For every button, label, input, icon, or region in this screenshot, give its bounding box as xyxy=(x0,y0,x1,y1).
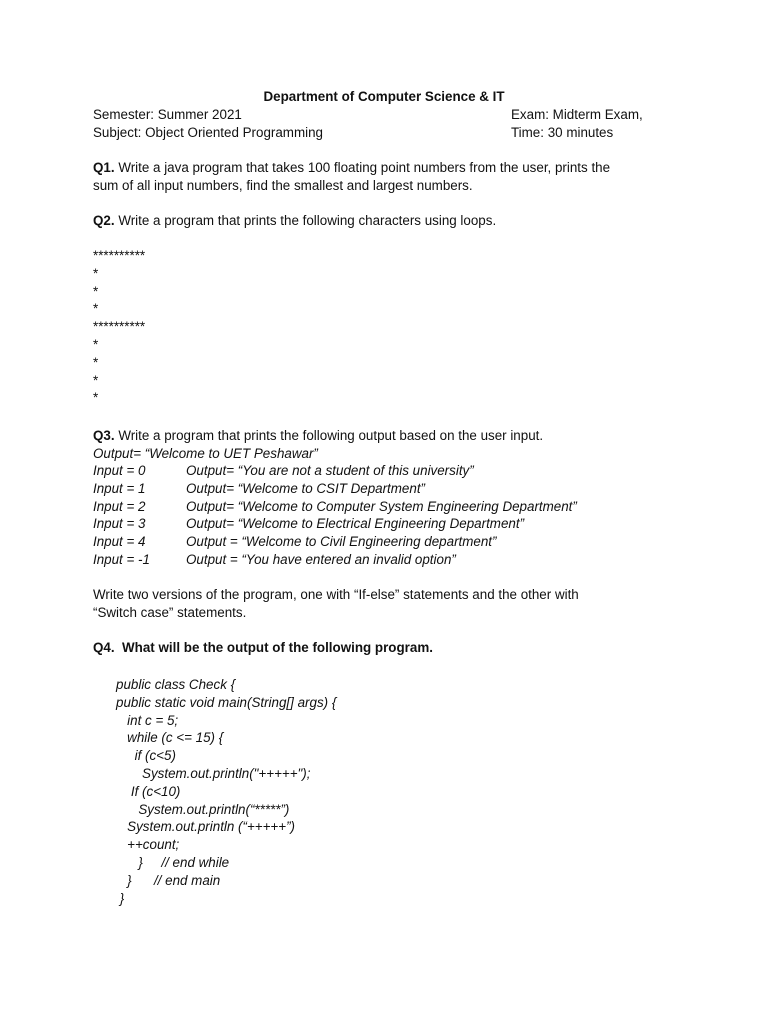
code-line: int c = 5; xyxy=(116,712,179,728)
code-line: If (c<10) xyxy=(116,783,181,799)
pattern-line: ********** xyxy=(93,248,146,263)
code-line: System.out.println (“+++++”) xyxy=(116,819,295,835)
q3-default-output: Output= “Welcome to UET Peshawar” xyxy=(93,446,318,461)
io-row-input: Input = -1 xyxy=(93,552,150,567)
io-row-input: Input = 2 xyxy=(93,498,146,514)
io-row-output: Output= “Welcome to Computer System Engineering Department” xyxy=(186,498,577,514)
code-line: } xyxy=(116,890,125,906)
io-row-output: Output= “Welcome to CSIT Department” xyxy=(186,480,426,496)
q1-label: Q1. xyxy=(93,160,115,175)
code-line: if (c<5) xyxy=(116,748,176,764)
q3-text: Write a program that prints the following output based on the user input. xyxy=(114,428,544,443)
io-row-input: Input = 3 xyxy=(93,516,146,532)
q2-text: Write a program that prints the following characters using loops. xyxy=(114,213,497,228)
page-title: Department of Computer Science & IT xyxy=(263,89,505,104)
io-row-output: Output = “You have entered an invalid option” xyxy=(186,552,456,567)
q3-label: Q3. xyxy=(93,428,115,443)
q3-line xyxy=(93,427,543,445)
pattern-line: * xyxy=(93,390,99,406)
code-line: while (c <= 15) { xyxy=(116,730,224,746)
subject-label: Subject: Object Oriented Programming xyxy=(93,125,323,140)
pattern-line: * xyxy=(93,372,99,388)
pattern-line: ********** xyxy=(93,319,146,335)
q3-note-line-1: Write two versions of the program, one with “If-else” statements and the other with xyxy=(93,587,579,602)
code-line: public class Check { xyxy=(116,677,236,692)
q1-line-1 xyxy=(93,159,610,177)
io-row-output: Output= “You are not a student of this university” xyxy=(186,463,474,478)
q3-note-line-2: “Switch case” statements. xyxy=(93,605,247,620)
io-row-input: Input = 0 xyxy=(93,463,146,478)
q2-label: Q2. xyxy=(93,213,115,228)
pattern-line: * xyxy=(93,265,99,281)
pattern-line: * xyxy=(93,301,99,317)
q4-heading: Q4. What will be the output of the following program. xyxy=(93,640,433,655)
code-line: } // end main xyxy=(116,872,221,888)
q1-text-1: Write a java program that takes 100 floating point numbers from the user, prints the xyxy=(114,160,611,175)
q2-line xyxy=(93,212,496,230)
q1-line-2: sum of all input numbers, find the smallest and largest numbers. xyxy=(93,178,473,193)
io-row-output: Output = “Welcome to Civil Engineering department” xyxy=(186,534,497,550)
pattern-line: * xyxy=(93,283,99,299)
pattern-line: * xyxy=(93,354,99,370)
code-line: System.out.println(“*****”) xyxy=(116,801,290,817)
semester-label: Semester: Summer 2021 xyxy=(93,107,242,122)
code-line: System.out.println("+++++"); xyxy=(116,766,311,781)
exam-label: Exam: Midterm Exam, xyxy=(511,107,643,122)
pattern-line: * xyxy=(93,337,99,352)
io-row-input: Input = 1 xyxy=(93,480,146,496)
code-line: ++count; xyxy=(116,837,180,853)
io-row-output: Output= “Welcome to Electrical Engineering Department” xyxy=(186,516,525,532)
code-line: public static void main(String[] args) { xyxy=(116,694,337,710)
io-row-input: Input = 4 xyxy=(93,534,146,550)
code-line: } // end while xyxy=(116,855,230,870)
time-label: Time: 30 minutes xyxy=(511,125,614,140)
